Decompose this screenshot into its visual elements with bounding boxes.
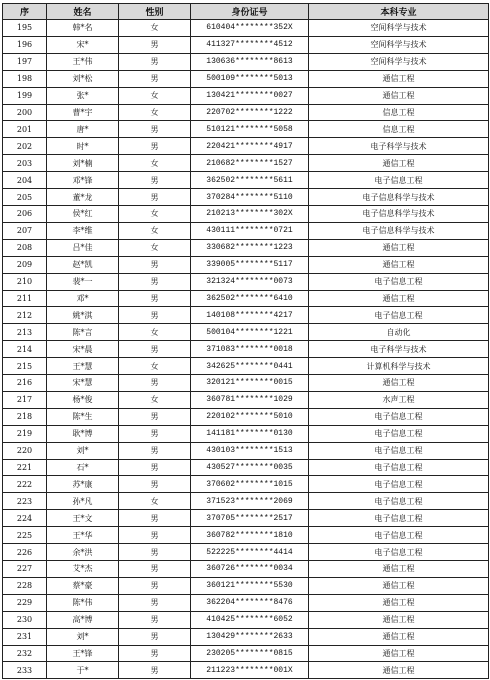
table-row [3, 53, 489, 70]
cell-major: 通信工程 [309, 561, 489, 578]
cell-major: 电子信息工程 [309, 425, 489, 442]
cell-major: 通信工程 [309, 594, 489, 611]
cell-index: 209 [3, 256, 47, 273]
table-row [3, 121, 489, 138]
cell-gender: 男 [119, 121, 191, 138]
table-row [3, 662, 489, 679]
cell-name: 王*华 [47, 527, 119, 544]
cell-name: 宋*慧 [47, 375, 119, 392]
cell-id-number: 210213********302X [191, 205, 309, 222]
cell-id-number: 321324********0073 [191, 273, 309, 290]
table-header [3, 4, 489, 20]
cell-gender: 男 [119, 544, 191, 561]
cell-gender: 女 [119, 155, 191, 172]
cell-index: 198 [3, 70, 47, 87]
cell-index: 230 [3, 611, 47, 628]
cell-major: 通信工程 [309, 628, 489, 645]
cell-gender: 男 [119, 577, 191, 594]
cell-index: 201 [3, 121, 47, 138]
cell-index: 226 [3, 544, 47, 561]
cell-gender: 男 [119, 307, 191, 324]
cell-major: 水声工程 [309, 391, 489, 408]
cell-name: 余*洪 [47, 544, 119, 561]
cell-gender: 女 [119, 358, 191, 375]
cell-id-number: 411327********4512 [191, 36, 309, 53]
cell-name: 唐* [47, 121, 119, 138]
table-row [3, 375, 489, 392]
cell-major: 信息工程 [309, 104, 489, 121]
cell-index: 204 [3, 172, 47, 189]
cell-id-number: 370284********5110 [191, 189, 309, 206]
cell-gender: 男 [119, 628, 191, 645]
cell-gender: 男 [119, 476, 191, 493]
cell-major: 电子科学与技术 [309, 341, 489, 358]
cell-index: 211 [3, 290, 47, 307]
cell-gender: 女 [119, 239, 191, 256]
cell-index: 202 [3, 138, 47, 155]
cell-name: 侯*红 [47, 205, 119, 222]
cell-major: 计算机科学与技术 [309, 358, 489, 375]
cell-gender: 男 [119, 273, 191, 290]
cell-id-number: 360726********0034 [191, 561, 309, 578]
cell-major: 电子信息工程 [309, 510, 489, 527]
table-row [3, 611, 489, 628]
cell-name: 裴*一 [47, 273, 119, 290]
cell-id-number: 430111********0721 [191, 222, 309, 239]
cell-major: 通信工程 [309, 256, 489, 273]
cell-name: 董*龙 [47, 189, 119, 206]
cell-index: 222 [3, 476, 47, 493]
cell-gender: 男 [119, 408, 191, 425]
cell-gender: 男 [119, 256, 191, 273]
cell-name: 陈*伟 [47, 594, 119, 611]
cell-name: 时* [47, 138, 119, 155]
cell-name: 韩*名 [47, 20, 119, 37]
cell-gender: 女 [119, 222, 191, 239]
cell-name: 吕*佳 [47, 239, 119, 256]
cell-name: 王*文 [47, 510, 119, 527]
cell-major: 空间科学与技术 [309, 20, 489, 37]
header-id-number: 身份证号 [191, 4, 309, 20]
header-index: 序 [3, 4, 47, 20]
cell-gender: 女 [119, 391, 191, 408]
cell-gender: 男 [119, 189, 191, 206]
cell-index: 221 [3, 459, 47, 476]
cell-name: 宋*晨 [47, 341, 119, 358]
table-row [3, 425, 489, 442]
table-row [3, 87, 489, 104]
table-row [3, 358, 489, 375]
table-row [3, 172, 489, 189]
cell-gender: 男 [119, 341, 191, 358]
cell-id-number: 141181********0130 [191, 425, 309, 442]
cell-gender: 男 [119, 645, 191, 662]
cell-name: 宋* [47, 36, 119, 53]
table-row [3, 645, 489, 662]
cell-major: 电子信息工程 [309, 476, 489, 493]
table-row [3, 577, 489, 594]
cell-major: 通信工程 [309, 155, 489, 172]
cell-name: 陈*生 [47, 408, 119, 425]
cell-id-number: 360121********5530 [191, 577, 309, 594]
cell-index: 220 [3, 442, 47, 459]
table-row [3, 459, 489, 476]
table-row [3, 205, 489, 222]
cell-id-number: 370602********1015 [191, 476, 309, 493]
cell-index: 214 [3, 341, 47, 358]
header-gender: 性别 [119, 4, 191, 20]
cell-id-number: 230205********0815 [191, 645, 309, 662]
cell-major: 电子信息工程 [309, 408, 489, 425]
cell-gender: 女 [119, 104, 191, 121]
cell-index: 208 [3, 239, 47, 256]
cell-id-number: 362204********8476 [191, 594, 309, 611]
cell-id-number: 342625********0441 [191, 358, 309, 375]
table-row [3, 493, 489, 510]
cell-id-number: 522225********4414 [191, 544, 309, 561]
cell-major: 信息工程 [309, 121, 489, 138]
cell-index: 233 [3, 662, 47, 679]
cell-id-number: 410425********6052 [191, 611, 309, 628]
cell-index: 206 [3, 205, 47, 222]
cell-name: 刘*松 [47, 70, 119, 87]
cell-gender: 女 [119, 493, 191, 510]
cell-name: 邓*锋 [47, 172, 119, 189]
cell-id-number: 430103********1513 [191, 442, 309, 459]
cell-index: 228 [3, 577, 47, 594]
cell-name: 孙*凡 [47, 493, 119, 510]
cell-major: 电子信息科学与技术 [309, 222, 489, 239]
cell-id-number: 500104********1221 [191, 324, 309, 341]
table-row [3, 239, 489, 256]
cell-name: 石* [47, 459, 119, 476]
table-body [3, 20, 489, 679]
cell-id-number: 211223********001X [191, 662, 309, 679]
header-major: 本科专业 [309, 4, 489, 20]
cell-gender: 女 [119, 20, 191, 37]
cell-gender: 男 [119, 70, 191, 87]
table-row [3, 628, 489, 645]
cell-id-number: 371083********0018 [191, 341, 309, 358]
cell-name: 陈*言 [47, 324, 119, 341]
cell-gender: 男 [119, 662, 191, 679]
table-row [3, 222, 489, 239]
table-row [3, 510, 489, 527]
cell-gender: 男 [119, 510, 191, 527]
cell-index: 205 [3, 189, 47, 206]
cell-id-number: 220421********4917 [191, 138, 309, 155]
cell-name: 于* [47, 662, 119, 679]
table-row [3, 442, 489, 459]
cell-id-number: 610404********352X [191, 20, 309, 37]
cell-major: 电子信息工程 [309, 527, 489, 544]
cell-index: 212 [3, 307, 47, 324]
cell-id-number: 220102********5010 [191, 408, 309, 425]
cell-index: 213 [3, 324, 47, 341]
cell-gender: 男 [119, 53, 191, 70]
cell-major: 电子信息工程 [309, 493, 489, 510]
table-row [3, 594, 489, 611]
cell-id-number: 130636********8613 [191, 53, 309, 70]
table-row [3, 290, 489, 307]
cell-id-number: 362502********5611 [191, 172, 309, 189]
cell-name: 苏*康 [47, 476, 119, 493]
header-row [3, 4, 489, 20]
cell-name: 刘*楠 [47, 155, 119, 172]
table-row [3, 104, 489, 121]
cell-major: 通信工程 [309, 662, 489, 679]
cell-index: 227 [3, 561, 47, 578]
cell-index: 224 [3, 510, 47, 527]
cell-major: 电子信息工程 [309, 273, 489, 290]
cell-major: 空间科学与技术 [309, 53, 489, 70]
cell-gender: 女 [119, 87, 191, 104]
cell-name: 杨*俊 [47, 391, 119, 408]
cell-gender: 女 [119, 324, 191, 341]
table-row [3, 561, 489, 578]
table-row [3, 408, 489, 425]
cell-name: 张* [47, 87, 119, 104]
cell-index: 231 [3, 628, 47, 645]
table-row [3, 391, 489, 408]
table-row [3, 70, 489, 87]
cell-gender: 男 [119, 375, 191, 392]
cell-id-number: 371523********2069 [191, 493, 309, 510]
cell-index: 199 [3, 87, 47, 104]
cell-gender: 男 [119, 561, 191, 578]
cell-major: 电子信息工程 [309, 459, 489, 476]
cell-name: 高*博 [47, 611, 119, 628]
cell-index: 232 [3, 645, 47, 662]
cell-gender: 男 [119, 425, 191, 442]
table-row [3, 256, 489, 273]
cell-index: 203 [3, 155, 47, 172]
cell-id-number: 130429********2633 [191, 628, 309, 645]
table-row [3, 189, 489, 206]
cell-index: 229 [3, 594, 47, 611]
cell-name: 王*锋 [47, 645, 119, 662]
cell-index: 210 [3, 273, 47, 290]
cell-major: 电子信息科学与技术 [309, 205, 489, 222]
cell-major: 通信工程 [309, 70, 489, 87]
cell-major: 自动化 [309, 324, 489, 341]
table-row [3, 544, 489, 561]
cell-name: 邓* [47, 290, 119, 307]
cell-major: 通信工程 [309, 290, 489, 307]
student-table [2, 3, 489, 679]
cell-id-number: 140108********4217 [191, 307, 309, 324]
table-row [3, 324, 489, 341]
cell-id-number: 360782********1810 [191, 527, 309, 544]
cell-major: 电子科学与技术 [309, 138, 489, 155]
cell-major: 通信工程 [309, 577, 489, 594]
cell-index: 223 [3, 493, 47, 510]
cell-id-number: 430527********0035 [191, 459, 309, 476]
cell-index: 218 [3, 408, 47, 425]
cell-id-number: 130421********0027 [191, 87, 309, 104]
cell-name: 姚*淇 [47, 307, 119, 324]
cell-name: 李*维 [47, 222, 119, 239]
cell-gender: 男 [119, 527, 191, 544]
cell-gender: 男 [119, 442, 191, 459]
cell-index: 219 [3, 425, 47, 442]
cell-id-number: 330682********1223 [191, 239, 309, 256]
cell-index: 216 [3, 375, 47, 392]
cell-index: 197 [3, 53, 47, 70]
cell-index: 217 [3, 391, 47, 408]
table-row [3, 36, 489, 53]
cell-name: 刘* [47, 628, 119, 645]
cell-index: 200 [3, 104, 47, 121]
cell-id-number: 362502********6410 [191, 290, 309, 307]
cell-name: 刘* [47, 442, 119, 459]
cell-index: 225 [3, 527, 47, 544]
cell-id-number: 370705********2517 [191, 510, 309, 527]
header-name: 姓名 [47, 4, 119, 20]
table-row [3, 20, 489, 37]
cell-index: 196 [3, 36, 47, 53]
cell-major: 通信工程 [309, 645, 489, 662]
table-row [3, 155, 489, 172]
cell-gender: 女 [119, 205, 191, 222]
cell-id-number: 510121********5058 [191, 121, 309, 138]
table-row [3, 476, 489, 493]
cell-gender: 男 [119, 459, 191, 476]
cell-id-number: 320121********0015 [191, 375, 309, 392]
cell-gender: 男 [119, 138, 191, 155]
cell-major: 空间科学与技术 [309, 36, 489, 53]
cell-major: 通信工程 [309, 611, 489, 628]
cell-name: 耿*博 [47, 425, 119, 442]
cell-index: 195 [3, 20, 47, 37]
cell-gender: 男 [119, 611, 191, 628]
cell-name: 王*伟 [47, 53, 119, 70]
cell-gender: 男 [119, 290, 191, 307]
cell-major: 通信工程 [309, 375, 489, 392]
cell-major: 通信工程 [309, 87, 489, 104]
cell-name: 赵*凯 [47, 256, 119, 273]
table-row [3, 527, 489, 544]
cell-major: 通信工程 [309, 239, 489, 256]
cell-gender: 男 [119, 594, 191, 611]
cell-name: 曹*宇 [47, 104, 119, 121]
cell-id-number: 500109********5013 [191, 70, 309, 87]
table-row [3, 341, 489, 358]
cell-gender: 男 [119, 36, 191, 53]
cell-major: 电子信息科学与技术 [309, 189, 489, 206]
cell-id-number: 210682********1527 [191, 155, 309, 172]
cell-index: 207 [3, 222, 47, 239]
cell-index: 215 [3, 358, 47, 375]
cell-gender: 男 [119, 172, 191, 189]
cell-major: 电子信息工程 [309, 442, 489, 459]
table-row [3, 273, 489, 290]
cell-id-number: 220702********1222 [191, 104, 309, 121]
table-row [3, 307, 489, 324]
cell-name: 王*慧 [47, 358, 119, 375]
cell-id-number: 360781********1029 [191, 391, 309, 408]
cell-name: 艾*杰 [47, 561, 119, 578]
cell-major: 电子信息工程 [309, 307, 489, 324]
cell-id-number: 339005********5117 [191, 256, 309, 273]
cell-major: 电子信息工程 [309, 544, 489, 561]
cell-name: 蔡*豪 [47, 577, 119, 594]
cell-major: 电子信息工程 [309, 172, 489, 189]
document-page [2, 3, 488, 679]
table-row [3, 138, 489, 155]
